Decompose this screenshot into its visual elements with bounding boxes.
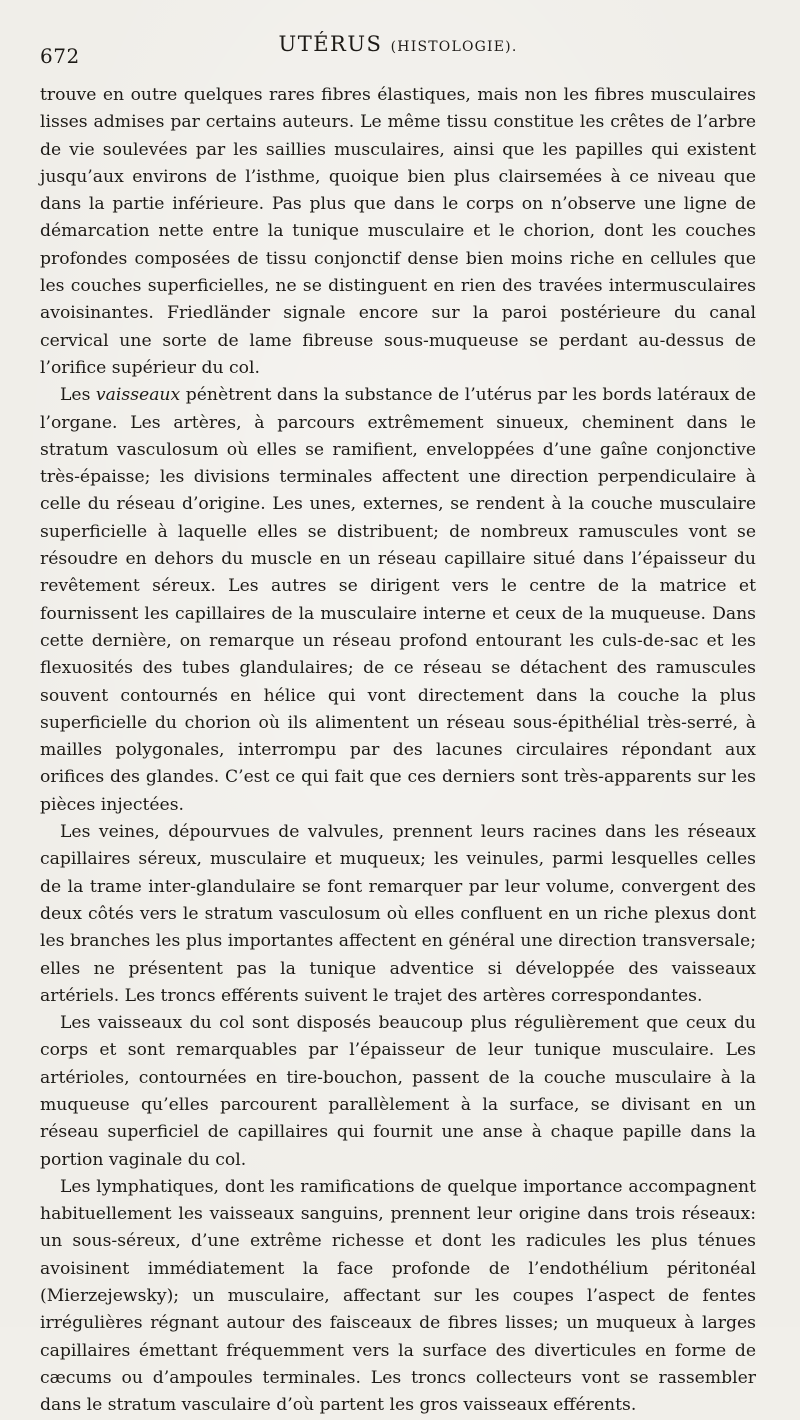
paragraph-vaisseaux-body: pénètrent dans la substance de l’utérus par les bords latéraux de l’organe. Les artères, à parcours extrêmement sinueux, cheminent dans le stratum vasculosum où elles se ramifient, enveloppées d’une gaîne conjonctive très-épaisse; les divisions terminales affectent une direction perpendiculaire à celle du réseau d’origine. Les unes, externes, se rendent à la couche musculaire superficielle à laquelle elles se distribuent; de nombreux ramuscules vont se résoudre en dehors du muscle en un réseau capillaire situé dans l’épaisseur du revêtement séreux. Les autres se dirigent vers le centre de la matrice et fournissent les capillaires de la musculaire interne et ceux de la muqueuse. Dans cette dernière, on remarque un réseau profond entourant les culs-de-sac et les flexuosités des tubes glandulaires; de ce réseau se détachent des ramuscules souvent contournés en hélice qui vont directement dans la couche la plus superficielle du chorion où ils alimentent un réseau sous-épithélial très-serré, à mailles polygonales, interrompu par des lacunes circulaires répondant aux orifices des glandes. C’est ce qui fait que ces derniers sont très-apparents sur les pièces injectées.	[40, 385, 757, 815]
body-text	[40, 82, 756, 1420]
paragraph-veines: Les veines, dépourvues de valvules, prennent leurs racines dans les réseaux capillaires séreux, musculaire et muqueux; les veinules, parmi lesquelles celles de la trame inter-glandulaire se font remarquer par leur volume, convergent des deux côtés vers le stratum vasculosum où elles confluent en un riche plexus dont les branches les plus importantes affectent en général une direction transversale; elles ne présentent pas la tunique adventice si développée des vaisseaux artériels. Les troncs efférents suivent le trajet des artères correspondantes.	[40, 822, 756, 1006]
page-number: 672	[40, 44, 80, 68]
running-head	[40, 32, 756, 56]
paragraph-continuation: trouve en outre quelques rares fibres élastiques, mais non les fibres musculaires lisses admises par certains auteurs. Le même tissu constitue les crêtes de l’arbre de vie soulevées par les saillies musculaires, ainsi que les papilles qui existent jusqu’aux environs de l’isthme, quoique bien plus clairsemées à ce niveau que dans la partie inférieure. Pas plus que dans le corps on n’observe une ligne de démarcation nette entre la tunique musculaire et le chorion, dont les couches profondes composées de tissu conjonctif dense bien moins riche en cellules que les couches superficielles, ne se distinguent en rien des travées intermusculaires avoisinantes. Friedländer signale encore sur la paroi postérieure du canal cervical une sorte de lame fibreuse sous-muqueuse se perdant au-dessus de l’orifice supérieur du col.	[40, 85, 756, 378]
paragraph-vaisseaux-col: Les vaisseaux du col sont disposés beaucoup plus régulièrement que ceux du corps et sont remarquables par l’épaisseur de leur tunique musculaire. Les artérioles, contournées en tire-bouchon, passent de la couche musculaire à la muqueuse qu’elles parcourent parallèlement à la surface, se divisant en un réseau superficiel de capillaires qui fournit une anse à chaque papille dans la portion vaginale du col.	[40, 1013, 756, 1170]
paragraph-vaisseaux	[40, 382, 756, 819]
running-head-title: UTÉRUS	[278, 32, 383, 56]
paragraph-vaisseaux-lead: Les	[60, 385, 96, 406]
running-head-subtitle: (HISTOLOGIE).	[390, 39, 518, 55]
page-header	[40, 30, 756, 70]
paragraph-vaisseaux-emphasis: vaisseaux	[95, 385, 181, 406]
paragraph-lymphatiques: Les lymphatiques, dont les ramifications de quelque importance accompagnent habituellement les vaisseaux sanguins, prennent leur origine dans trois réseaux: un sous-séreux, d’une extrême richesse et dont les radicules les plus ténues avoisinent immédiatement la face profonde de l’endothélium péritonéal (Mierzejewsky); un musculaire, affectant sur les coupes l’aspect de fentes irrégulières régnant autour des faisceaux de fibres lisses; un muqueux à larges capillaires émettant fréquemment vers la surface des diverticules en forme de cæcums ou d’ampoules terminales. Les troncs collecteurs vont se rassembler dans le stratum vasculaire d’où partent les gros vaisseaux efférents.	[40, 1176, 756, 1416]
